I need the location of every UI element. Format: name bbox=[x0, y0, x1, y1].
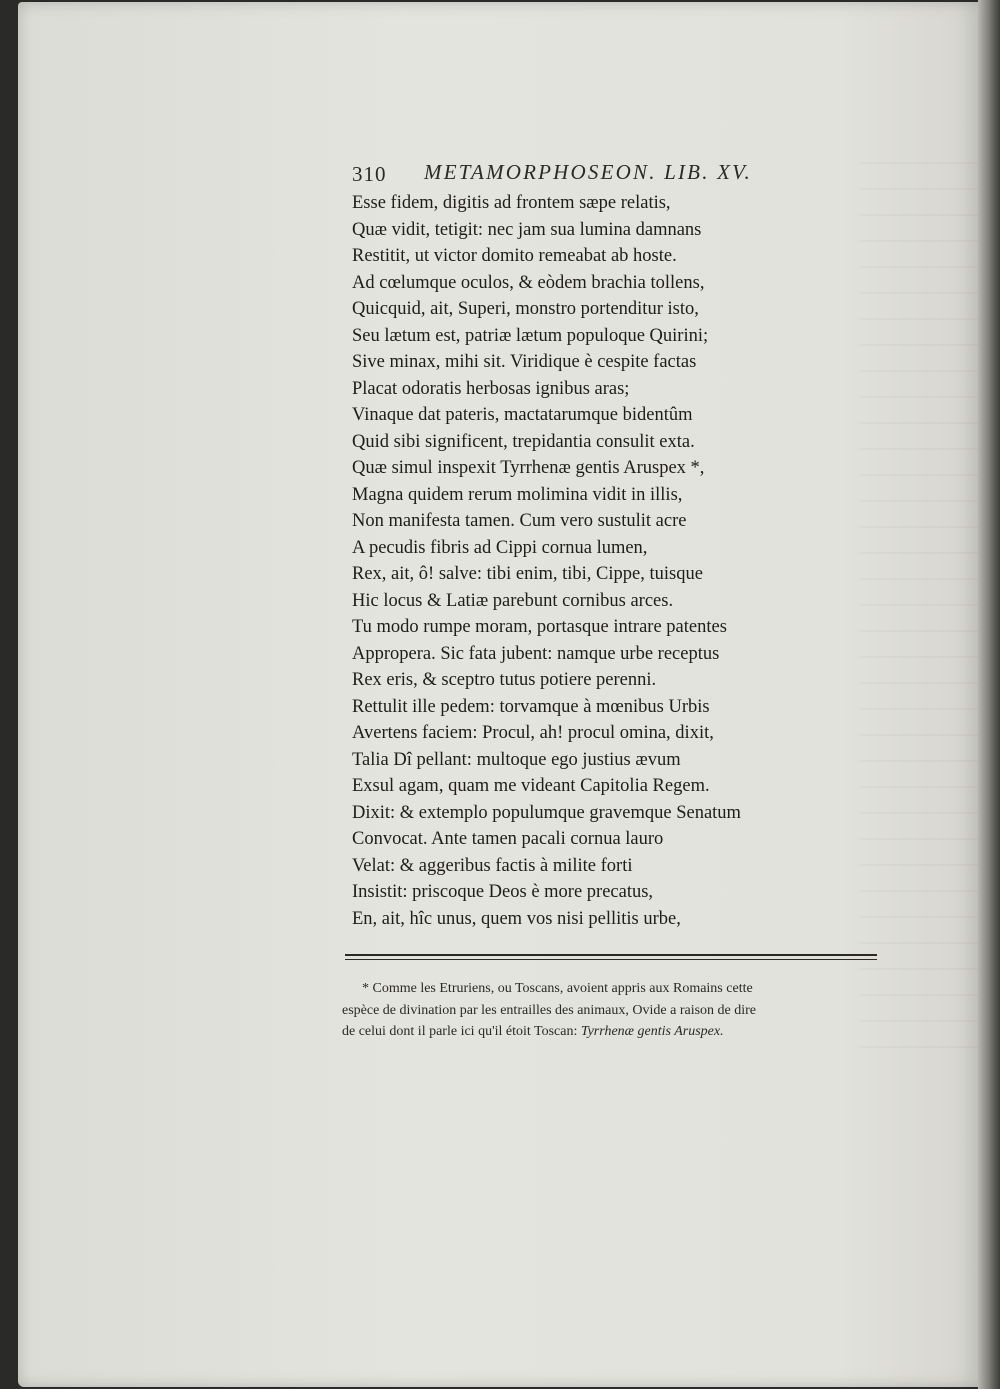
footnote-text: de celui dont il parle ici qu'il étoit Toscan: bbox=[342, 1024, 578, 1039]
footnote-separator bbox=[345, 954, 877, 960]
verse-line: Placat odoratis herbosas ignibus aras; bbox=[352, 378, 630, 399]
verse-line: Non manifesta tamen. Cum vero sustulit acre bbox=[352, 511, 687, 531]
verse-line: Esse fidem, digitis ad frontem sæpe relatis, bbox=[352, 193, 671, 213]
verse-line: Velat: & aggeribus factis à milite forti bbox=[352, 855, 633, 876]
verse-line: Rex eris, & sceptro tutus potiere perenni. bbox=[352, 670, 657, 690]
verse-line: Avertens faciem: Procul, ah! procul omina, dixit, bbox=[352, 723, 714, 743]
verse-line: Insistit: priscoque Deos è more precatus, bbox=[352, 882, 654, 902]
verse-line: Quæ simul inspexit Tyrrhenæ gentis Aruspex *, bbox=[352, 458, 705, 478]
page-header bbox=[352, 160, 832, 188]
verse-line: Hic locus & Latiæ parebunt cornibus arces. bbox=[352, 590, 674, 611]
verse-line: Sive minax, mihi sit. Viridique è cespite factas bbox=[352, 352, 697, 372]
verse-line: Convocat. Ante tamen pacali cornua lauro bbox=[352, 829, 664, 849]
verse-line: Talia Dî pellant: multoque ego justius ævum bbox=[352, 749, 681, 770]
verse-line: Vinaque dat pateris, mactatarumque bidentûm bbox=[352, 405, 693, 425]
show-through-text bbox=[860, 162, 980, 1062]
verse-line: Rex, ait, ô! salve: tibi enim, tibi, Cippe, tuisque bbox=[352, 564, 703, 584]
verse-line: En, ait, hîc unus, quem vos nisi pellitis urbe, bbox=[352, 908, 681, 929]
page-number: 310 bbox=[352, 162, 387, 186]
footnote-line bbox=[342, 1021, 887, 1043]
verse-line: Seu lætum est, patriæ lætum populoque Quirini; bbox=[352, 325, 709, 346]
footnote bbox=[342, 978, 887, 1043]
verse-line: Quid sibi significent, trepidantia consulit exta. bbox=[352, 431, 695, 452]
verse-block bbox=[352, 190, 812, 932]
verse-line: A pecudis fibris ad Cippi cornua lumen, bbox=[352, 537, 648, 558]
verse-line: Magna quidem rerum molimina vidit in illis, bbox=[352, 484, 683, 505]
verse-line: Ad cœlumque oculos, & eòdem brachia tollens, bbox=[352, 272, 705, 293]
footnote-line: * Comme les Etruriens, ou Toscans, avoient appris aux Romains cette bbox=[362, 981, 753, 996]
footnote-quote: Tyrrhenæ gentis Aruspex. bbox=[580, 1024, 724, 1039]
footnote-line: espèce de divination par les entrailles des animaux, Ovide a raison de dire bbox=[342, 1002, 757, 1018]
verse-line: Dixit: & extemplo populumque gravemque Senatum bbox=[352, 802, 741, 823]
verse-line: Exsul agam, quam me videant Capitolia Regem. bbox=[352, 776, 710, 796]
verse-line: Appropera. Sic fata jubent: namque urbe receptus bbox=[352, 643, 720, 664]
verse-line: Tu modo rumpe moram, portasque intrare patentes bbox=[352, 617, 727, 637]
verse-line: Quicquid, ait, Superi, monstro portenditur isto, bbox=[352, 299, 699, 319]
verse-line: Rettulit ille pedem: torvamque à mœnibus Urbis bbox=[352, 696, 710, 717]
verse-line: Quæ vidit, tetigit: nec jam sua lumina damnans bbox=[352, 219, 702, 240]
verse-line: Restitit, ut victor domito remeabat ab hoste. bbox=[352, 246, 677, 266]
running-title: METAMORPHOSEON. LIB. XV. bbox=[424, 160, 752, 184]
book-spine-edge bbox=[978, 0, 1000, 1389]
